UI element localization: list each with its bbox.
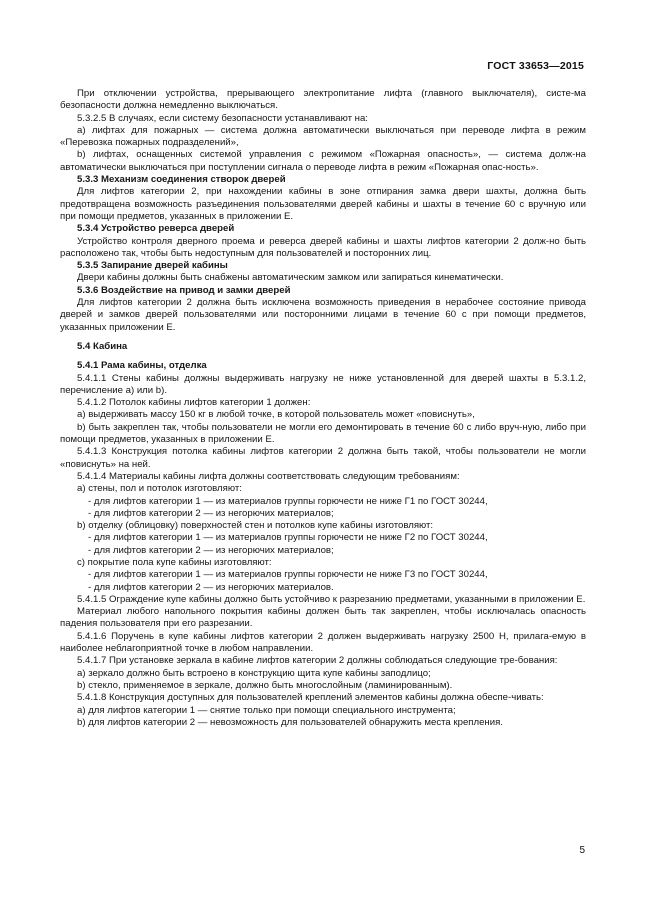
list-item: b) для лифтов категории 2 — невозможность для пользователей обнаружить места крепления. [77,716,503,728]
clause-5-4-1-5: 5.4.1.5 Ограждение купе кабины должно быть устойчиво к разрезанию предметами, указанными в приложении Е. [77,593,586,605]
paragraph: При отключении устройства, прерывающего электропитание лифта (главного выключателя), систе-ма безопасности должна немедленно выключаться. [60,88,586,112]
list-item: b) стекло, применяемое в зеркале, должно быть многослойным (ламинированным). [77,679,453,691]
document-body [60,88,586,729]
paragraph: Устройство контроля дверного проема и реверса дверей кабины и шахты лифтов категории 2 долж-но быть расположено так, чтобы быть недоступным для пользователей и посторонних лиц. [60,235,586,259]
sub-list-item: - для лифтов категории 1 — из материалов группы горючести не ниже Г1 по ГОСТ 30244, [88,495,488,507]
list-item: a) выдерживать массу 150 кг в любой точке, в которой пользователь может «повиснуть», [77,409,475,421]
section-heading-5-3-4: 5.3.4 Устройство реверса дверей [77,223,235,235]
sub-list-item: - для лифтов категории 1 — из материалов группы горючести не ниже Г3 по ГОСТ 30244, [88,569,488,581]
clause-5-4-1-1: 5.4.1.1 Стены кабины должны выдерживать нагрузку не ниже установленной для дверей шахты в 5.3.1.2, перечисление a) или b). [60,372,586,396]
sub-list-item: - для лифтов категории 2 — из негорючих материалов; [88,507,334,519]
clause-5-4-1-4: 5.4.1.4 Материалы кабины лифта должны соответствовать следующим требованиям: [77,470,460,482]
section-heading-5-3-6: 5.3.6 Воздействие на привод и замки дверей [77,284,291,296]
list-item: b) быть закреплен так, чтобы пользователи не могли его демонтировать в течение 60 с либо вруч-ную, либо при помощи предметов, указанных в приложении Е. [60,421,586,446]
sub-list-item: - для лифтов категории 2 — из негорючих материалов; [88,544,334,556]
paragraph: Для лифтов категории 2, при нахождении кабины в зоне отпирания замка двери шахты, должна быть предотвращена возможность разъединения пользователями дверей кабины и шахты в течение 60 с вручную или при помощи предметов, указанных в приложении Е. [60,186,586,222]
clause-5-4-1-6: 5.4.1.6 Поручень в купе кабины лифтов категории 2 должен выдерживать нагрузку 2500 Н, прилага-емую в наиболее неблагоприятной точке в любом направлении. [60,630,586,655]
clause-5-4-1-7: 5.4.1.7 При установке зеркала в кабине лифтов категории 2 должны соблюдаться следующие тре-бования: [77,655,558,667]
clause-5-4-1-8: 5.4.1.8 Конструкция доступных для пользователей креплений элементов кабины должна обеспе-чивать: [77,692,544,704]
list-item: a) стены, пол и потолок изготовляют: [77,483,242,495]
paragraph: Материал любого напольного покрытия кабины должен быть так закреплен, чтобы исключалась опасность падения пользователя при его разрезании. [60,606,586,630]
list-item: a) лифтах для пожарных — система должна автоматически выключаться при переводе лифта в режим «Перевозка пожарных подразделений», [60,124,586,149]
clause-5-4-1-3: 5.4.1.3 Конструкция потолка кабины лифтов категории 2 должна быть такой, чтобы пользователи не могли «повиснуть» на ней. [60,446,586,470]
document-header: ГОСТ 33653—2015 [487,60,584,72]
page-number: 5 [579,845,585,856]
clause-5-3-2-5: 5.3.2.5 В случаях, если систему безопасности устанавливают на: [77,112,368,124]
paragraph: Двери кабины должны быть снабжены автоматическим замком или запираться кинематически. [77,272,504,284]
list-item: b) лифтах, оснащенных системой управления с режимом «Пожарная опасность», — система долж-на автоматически выключаться при поступлении сигнала о переводе лифта в режим «Пожарная опас-ность». [60,149,586,173]
section-heading-5-3-5: 5.3.5 Запирание дверей кабины [77,260,228,272]
section-heading-5-4-1: 5.4.1 Рама кабины, отделка [77,360,207,372]
list-item: a) для лифтов категории 1 — снятие только при помощи специального инструмента; [77,704,456,716]
list-item: c) покрытие пола купе кабины изготовляют: [77,556,272,568]
sub-list-item: - для лифтов категории 2 — из негорючих материалов. [88,581,334,593]
list-item: b) отделку (облицовку) поверхностей стен и потолков купе кабины изготовляют: [77,520,434,532]
sub-list-item: - для лифтов категории 1 — из материалов группы горючести не ниже Г2 по ГОСТ 30244, [88,532,488,544]
paragraph: Для лифтов категории 2 должна быть исключена возможность приведения в нерабочее состояние привода дверей и замков дверей пользователями или посторонними лицами в течение 60 с при помощи предметов, указанных приложении Е. [60,297,586,333]
section-heading-5-3-3: 5.3.3 Механизм соединения створок дверей [77,174,286,186]
section-heading-5-4: 5.4 Кабина [77,340,128,352]
list-item: a) зеркало должно быть встроено в конструкцию щита купе кабины заподлицо; [77,667,431,679]
clause-5-4-1-2: 5.4.1.2 Потолок кабины лифтов категории 1 должен: [77,397,311,409]
